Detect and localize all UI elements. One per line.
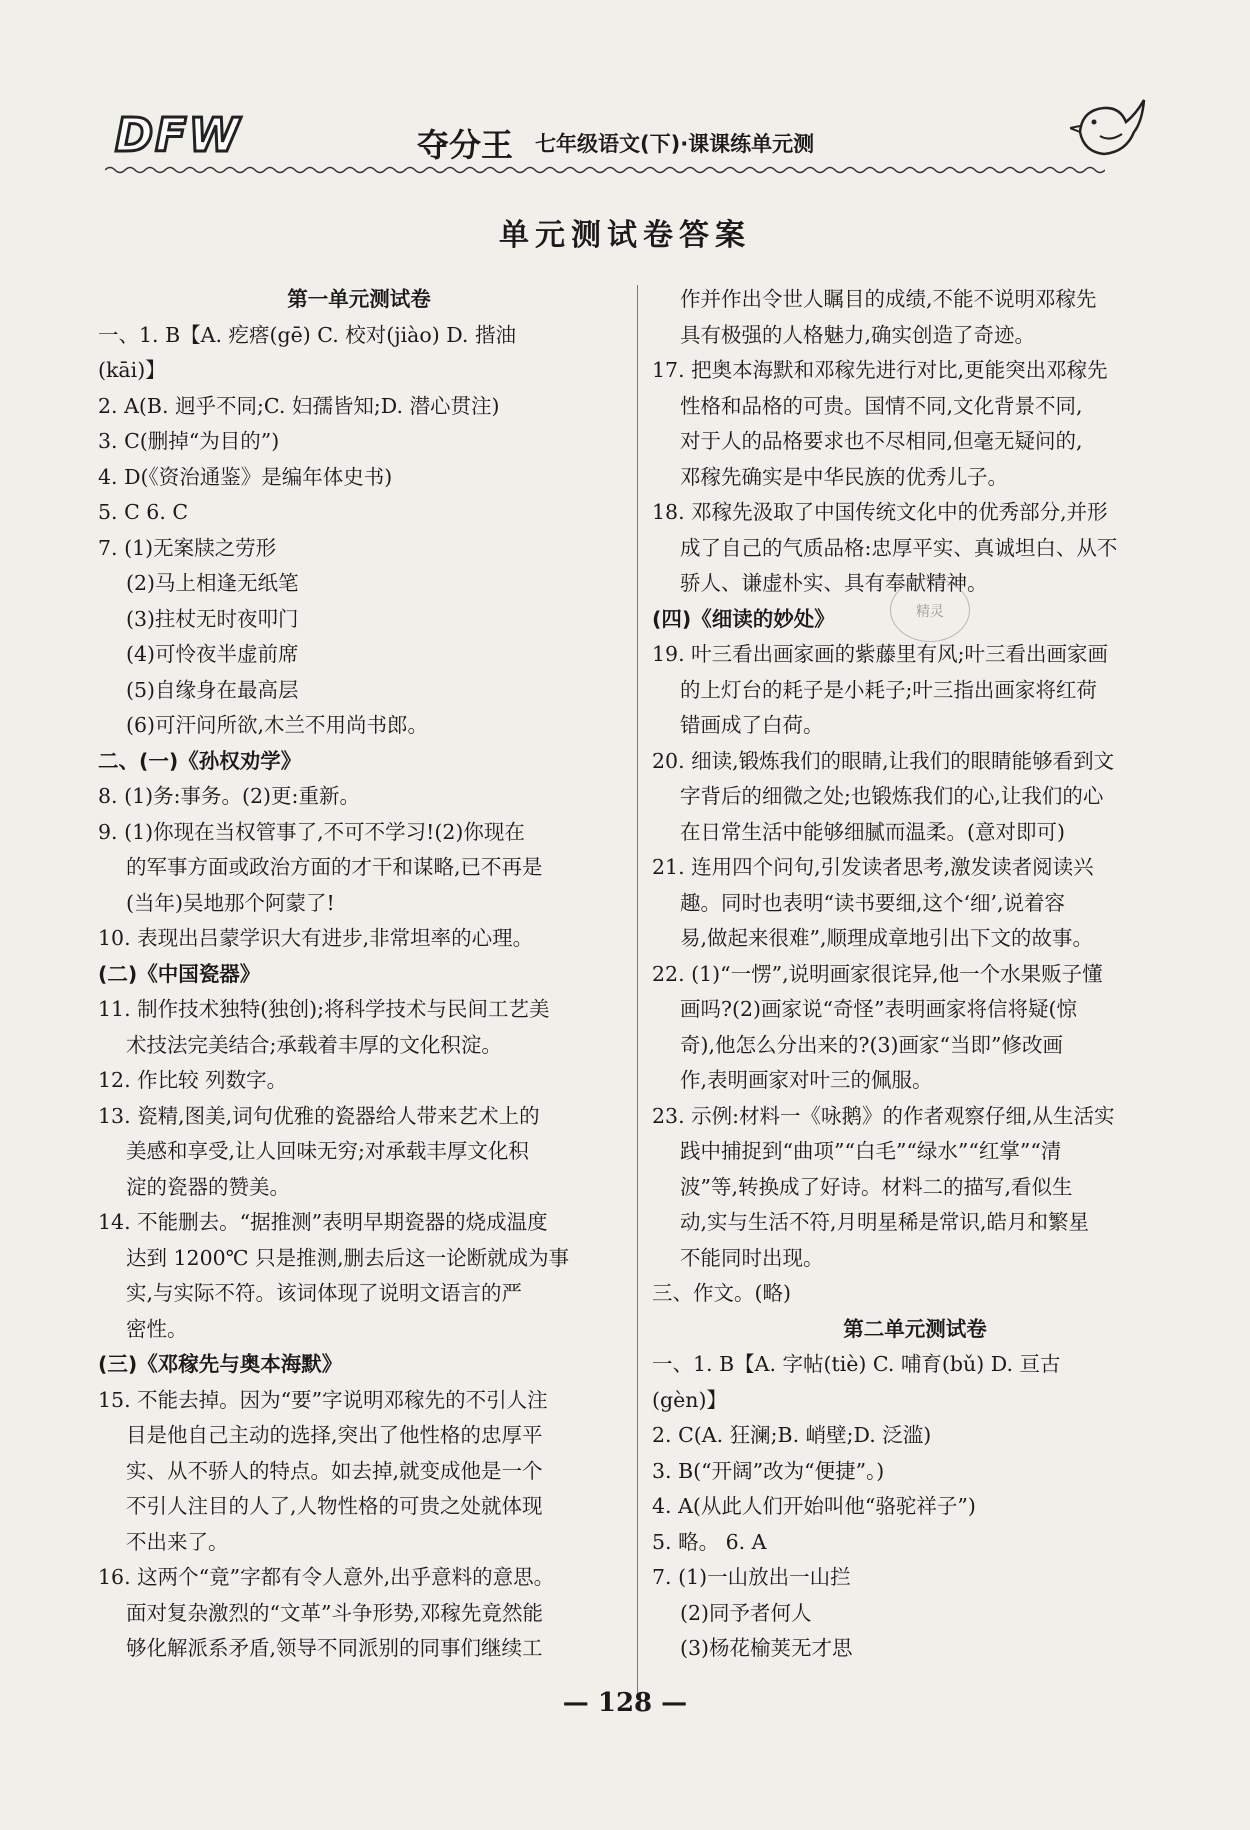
answer-line: 性格和品格的可贵。国情不同,文化背景不同, bbox=[680, 393, 1083, 418]
answer-line: (2)同予者何人 bbox=[680, 1600, 812, 1625]
answer-line: 骄人、谦虚朴实、具有奉献精神。 bbox=[680, 571, 988, 595]
section-heading: 第二单元测试卷 bbox=[843, 1316, 987, 1341]
answer-line: 实,与实际不符。该词体现了说明文语言的严 bbox=[126, 1281, 523, 1305]
answer-line: 10. 表现出吕蒙学识大有进步,非常坦率的心理。 bbox=[98, 926, 534, 950]
answer-line: 23. 示例:材料一《咏鹅》的作者观察仔细,从生活实 bbox=[652, 1103, 1115, 1128]
answer-line: 趣。同时也表明“读书要细,这个‘细’,说着容 bbox=[680, 890, 1066, 915]
answer-line: 具有极强的人格魅力,确实创造了奇迹。 bbox=[680, 322, 1036, 347]
brand-name: 夺分王 bbox=[417, 126, 514, 164]
answer-line: (四)《细读的妙处》 bbox=[652, 606, 835, 631]
answer-line: 2. A(B. 迥乎不同;C. 妇孺皆知;D. 潜心贯注) bbox=[98, 393, 500, 418]
answer-line: 术技法完美结合;承载着丰厚的文化积淀。 bbox=[126, 1032, 502, 1057]
answer-line: 对于人的品格要求也不尽相同,但毫无疑问的, bbox=[680, 429, 1083, 453]
left-column bbox=[98, 282, 620, 1667]
right-column bbox=[652, 282, 1178, 1667]
column-divider bbox=[637, 285, 638, 1700]
stamp-text: 精灵 bbox=[916, 604, 944, 620]
answer-line: 易,做起来很难”,顺理成章地引出下文的故事。 bbox=[680, 926, 1094, 950]
answer-line: 作,表明画家对叶三的佩服。 bbox=[680, 1068, 933, 1092]
answer-line: 错画成了白荷。 bbox=[680, 713, 824, 737]
answer-line: 不出来了。 bbox=[126, 1529, 229, 1554]
answer-line: 实、从不骄人的特点。如去掉,就变成他是一个 bbox=[126, 1458, 543, 1483]
answer-line: (4)可怜夜半虚前席 bbox=[126, 642, 299, 666]
answer-line: 美感和享受,让人回味无穷;对承载丰厚文化积 bbox=[126, 1139, 529, 1163]
answer-line: 3. B(“开阔”改为“便捷”。) bbox=[652, 1458, 885, 1483]
answer-line: 4. A(从此人们开始叫他“骆驼祥子”) bbox=[652, 1494, 976, 1518]
answer-line: 9. (1)你现在当权管事了,不可不学习!(2)你现在 bbox=[98, 819, 525, 844]
answer-line: 7. (1)一山放出一山拦 bbox=[652, 1565, 851, 1589]
answer-line: 5. C 6. C bbox=[98, 500, 189, 524]
answer-line: 7. (1)无案牍之劳形 bbox=[98, 535, 277, 560]
answer-line: 二、(一)《孙权劝学》 bbox=[98, 748, 302, 773]
answer-line: 17. 把奥本海默和邓稼先进行对比,更能突出邓稼先 bbox=[652, 358, 1108, 382]
answer-line: 的军事方面或政治方面的才干和谋略,已不再是 bbox=[126, 855, 543, 879]
answer-line: 4. D(《资治通鉴》是编年体史书) bbox=[98, 464, 393, 489]
answer-line: 一、1. B【A. 字帖(tiè) C. 哺育(bǔ) D. 亘古 bbox=[652, 1352, 1061, 1376]
answer-line: 达到 1200℃ 只是推测,删去后这一论断就成为事 bbox=[126, 1245, 570, 1270]
answer-line: 三、作文。(略) bbox=[652, 1281, 791, 1305]
answer-line: 16. 这两个“竟”字都有令人意外,出乎意料的意思。 bbox=[98, 1565, 555, 1589]
answer-line: 8. (1)务:事务。(2)更:重新。 bbox=[98, 784, 360, 808]
answer-line: (三)《邓稼先与奥本海默》 bbox=[98, 1352, 343, 1376]
section-heading: 第一单元测试卷 bbox=[287, 287, 431, 311]
answer-line: 目是他自己主动的选择,突出了他性格的忠厚平 bbox=[126, 1423, 543, 1447]
answer-line: 14. 不能删去。“据推测”表明早期瓷器的烧成温度 bbox=[98, 1210, 548, 1234]
answer-line: 邓稼先确实是中华民族的优秀儿子。 bbox=[680, 464, 1008, 489]
answer-line: 不能同时出现。 bbox=[680, 1245, 824, 1270]
page-header bbox=[105, 100, 1150, 180]
dfw-logo: DFW bbox=[115, 108, 242, 162]
answer-line: 不引人注目的人了,人物性格的可贵之处就体现 bbox=[126, 1494, 543, 1518]
answer-line: 字背后的细微之处;也锻炼我们的心,让我们的心 bbox=[680, 784, 1104, 808]
answer-line: 3. C(删掉“为目的”) bbox=[98, 429, 280, 453]
answer-line: (当年)吴地那个阿蒙了! bbox=[126, 890, 335, 915]
answer-line: (3)拄杖无时夜叩门 bbox=[126, 606, 299, 631]
answer-line: 19. 叶三看出画家画的紫藤里有风;叶三看出画家画 bbox=[652, 642, 1109, 666]
answer-line: (2)马上相逢无纸笔 bbox=[126, 571, 299, 595]
answer-line: 一、1. B【A. 疙瘩(gē) C. 校对(jiào) D. 揩油 bbox=[98, 322, 516, 347]
answer-key-title: 单元测试卷答案 bbox=[499, 218, 751, 253]
ink-stamp bbox=[890, 578, 970, 642]
answer-line: 5. 略。 6. A bbox=[652, 1529, 767, 1554]
answer-line: 成了自己的气质品格:忠厚平实、真诚坦白、从不 bbox=[680, 535, 1118, 560]
answer-line: (二)《中国瓷器》 bbox=[98, 961, 261, 986]
answer-line: 15. 不能去掉。因为“要”字说明邓稼先的不引人注 bbox=[98, 1387, 548, 1412]
answer-line: 13. 瓷精,图美,词句优雅的瓷器给人带来艺术上的 bbox=[98, 1103, 540, 1128]
page-number: — 128 — bbox=[562, 1688, 688, 1718]
answer-line: 淀的瓷器的赞美。 bbox=[126, 1174, 290, 1199]
answer-line: 画吗?(2)画家说“奇怪”表明画家将信将疑(惊 bbox=[680, 997, 1077, 1021]
answer-line: 动,实与生活不符,月明星稀是常识,皓月和繁星 bbox=[680, 1210, 1090, 1234]
answer-line: 波”等,转换成了好诗。材料二的描写,看似生 bbox=[680, 1174, 1073, 1199]
answer-line: 12. 作比较 列数字。 bbox=[98, 1068, 288, 1092]
answer-line: (5)自缘身在最高层 bbox=[126, 677, 299, 702]
answer-line: (gèn)】 bbox=[652, 1387, 727, 1412]
answer-line: 践中捕捉到“曲项”“白毛”“绿水”“红掌”“清 bbox=[680, 1139, 1062, 1163]
answer-line: 面对复杂激烈的“文革”斗争形势,邓稼先竟然能 bbox=[126, 1600, 543, 1625]
answer-line: (3)杨花榆荚无才思 bbox=[680, 1636, 853, 1660]
answer-line: 18. 邓稼先汲取了中国传统文化中的优秀部分,并形 bbox=[652, 500, 1108, 524]
answer-line: 22. (1)“一愣”,说明画家很诧异,他一个水果贩子懂 bbox=[652, 961, 1103, 986]
answer-line: 奇),他怎么分出来的?(3)画家“当即”修改画 bbox=[680, 1032, 1064, 1057]
answer-line: 的上灯台的耗子是小耗子;叶三指出画家将红荷 bbox=[680, 677, 1097, 702]
answer-line: 够化解派系矛盾,领导不同派别的同事们继续工 bbox=[126, 1636, 543, 1660]
answer-line: 21. 连用四个问句,引发读者思考,激发读者阅读兴 bbox=[652, 855, 1094, 879]
answer-line: 11. 制作技术独特(独创);将科学技术与民间工艺美 bbox=[98, 997, 550, 1021]
answer-line: (6)可汗问所欲,木兰不用尚书郎。 bbox=[126, 713, 429, 737]
bird-icon bbox=[1070, 92, 1150, 162]
answer-line: 密性。 bbox=[126, 1316, 188, 1341]
header-wavy-rule bbox=[105, 165, 1105, 175]
answer-line: 作并作出令世人瞩目的成绩,不能不说明邓稼先 bbox=[680, 287, 1097, 311]
answer-line: (kāi)】 bbox=[98, 358, 166, 382]
book-subtitle: 七年级语文(下)·课课练单元测 bbox=[535, 132, 815, 156]
answer-line: 2. C(A. 狂澜;B. 峭壁;D. 泛滥) bbox=[652, 1423, 932, 1447]
answer-line: 20. 细读,锻炼我们的眼睛,让我们的眼睛能够看到文 bbox=[652, 748, 1115, 773]
answer-line: 在日常生活中能够细腻而温柔。(意对即可) bbox=[680, 819, 1065, 844]
